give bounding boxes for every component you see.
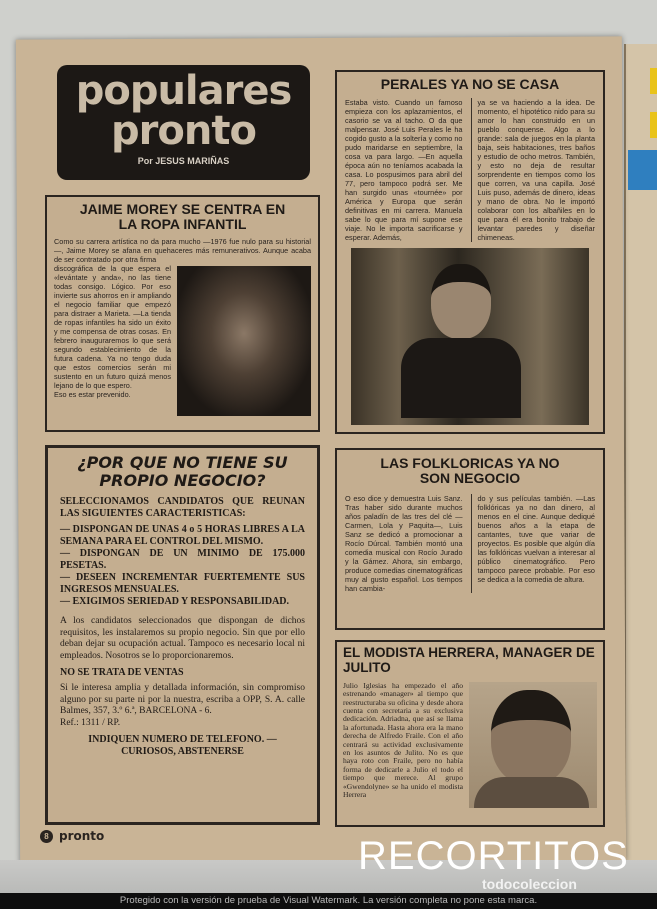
advertisement: [45, 445, 320, 825]
ad-requirement: — DISPONGAN DE UNAS 4 o 5 HORAS LIBRES A LA SEMANA PARA EL CONTROL DEL MISMO.: [60, 524, 305, 548]
article-column-1: O eso dice y demuestra Luis Sanz. Tras haber sido durante muchos años paladín de las tres del clé —Carmen, Lola y Paquita—, Luis Sanz se dedicó a promocionar a Rocío Dúrcal. También montó una comedia musical con Rocío Jurado y la Gámez. Ahora, sin embargo, produce comedias cinematográficas muy al gusto español. Los tiempos han cambia-: [345, 493, 463, 593]
footer-brand: pronto: [59, 829, 105, 843]
ad-requirement: — DISPONGAN DE UN MINIMO DE 175.000 PESETAS.: [60, 548, 305, 572]
article-end: Eso es estar prevenido.: [54, 389, 131, 399]
photo-jacket: [474, 777, 589, 808]
photo-julio-iglesias: [469, 682, 597, 808]
shop-watermark: RECORTITOS: [358, 834, 629, 878]
adjacent-page-mark: [650, 112, 657, 138]
ad-requirement: — EXIGIMOS SERIEDAD Y RESPONSABILIDAD.: [60, 596, 290, 608]
article-title: EL MODISTA HERRERA, MANAGER DE JULITO: [343, 645, 595, 675]
logo-line-1: populares: [75, 68, 292, 114]
ad-no-sales: NO SE TRATA DE VENTAS: [60, 667, 184, 679]
adjacent-page-mark: [628, 150, 657, 190]
article-title: JAIME MOREY SE CENTRA EN LA ROPA INFANTIL: [79, 201, 286, 233]
column-logo: [57, 65, 310, 180]
ad-title: ¿POR QUE NO TIENE SU PROPIO NEGOCIO?: [77, 453, 288, 490]
article-perales: [335, 70, 605, 434]
ad-reference: Ref.: 1311 / RP.: [60, 717, 121, 728]
photo-jaime-morey: [177, 266, 311, 416]
ad-requirement: — DESEEN INCREMENTAR FUERTEMENTE SUS INGRESOS MENSUALES.: [60, 572, 305, 596]
ad-contact: Si le interesa amplia y detallada información, sin compromiso alguno por su parte ni por la nuestra, escriba a OPP, S. A. calle Balmes, 357, 3.º 6.ª, BARCELONA - 6.: [60, 683, 305, 717]
article-column-2: do y sus películas también. —Las folklóricas ya no dan dinero, al menos en el cine. Aunque dediqué buenos años a la etapa de cantantes, tuve que variar de proyectos. Es posible que algún día las folklóricas vuelvan a interesar al público cinematográfico. Pero tampoco parece probable. Por eso se dedica a la comedia de altura.: [471, 494, 596, 593]
photo-sweater: [401, 338, 521, 418]
photo-perales: [351, 248, 589, 425]
article-title: LAS FOLKLORICAS YA NO SON NEGOCIO: [380, 455, 560, 487]
article-body: Julio Iglesias ha empezado el año estrenando «manager» al tiempo que reestructuraba su oficina y desde ahora cuenta con secretaria a su exclusiva dedicación. Adriadna, que así se llama la afortunada. Hasta ahora era la mano derecha de Alfredo Fraile. Con el año centrará su actividad exclusivamente en los asuntos de Julito. No es que haya roto con Fraile, pero no había forma de dedicarle a Julio el todo el tiempo que merece. Al grupo «Gwendolyne» se ha unido el modista Herrera: [343, 680, 463, 799]
page-footer: [40, 829, 104, 843]
photo-face: [491, 690, 571, 785]
trial-watermark-text: Protegido con la versión de prueba de Visual Watermark. La versión completa no pone esta marca.: [0, 893, 657, 909]
article-intro: Como su carrera artística no da para mucho —1976 fue nulo para su historial—, Jaime Morey se afana en quehaceres más remunerativos. Aunque acaba de ser contratado por otra firma: [54, 236, 311, 264]
article-modista-herrera: [335, 640, 605, 827]
article-column-2: ya se va haciendo a la idea. De momento, el hipotético nido para su amor lo han construido en un pueblo conquense. Algo a lo grande: sala de juegos en la planta baja, seis habitaciones, tres baños y estudio de ocho metros. También, y esto no deja de resultar sorprendente en tiempos como los que corren, va una capilla. José Luis puso, además de dinero, ideas y mano de obra. No le importó colaborar con los albañiles en lo que para él era bonito trabajo de levantar paredes y diseñar chimeneas.: [471, 98, 596, 242]
site-watermark: todocoleccion: [482, 876, 577, 892]
article-jaime-morey: [45, 195, 320, 432]
ad-lead: SELECCIONAMOS CANDIDATOS QUE REUNAN LAS SIGUIENTES CARACTERISTICAS:: [60, 496, 305, 520]
byline: Por JESUS MARIÑAS: [137, 156, 230, 166]
ad-closing: INDIQUEN NUMERO DE TELEFONO. — CURIOSOS, ABSTENERSE: [88, 733, 277, 757]
article-folkloricas: [335, 448, 605, 630]
page-number: 8: [40, 830, 53, 843]
adjacent-page-mark: [650, 68, 657, 94]
photo-face: [431, 264, 491, 339]
article-body: discográfica de la que espera el «levántate y anda», no las tiene todas consigo. Lógico. Por eso invierte sus ahorros en ir ampliando el negocio familiar que empezó para distraer a Marieta. —La tienda de ropas infantiles ha sido un éxito y me compensa de otras cosas. En febrero inauguraremos lo que será segundo establecimiento de la futura cadena. Ya no tengo duda que estos comercios serán mi sustento en un futuro quizá menos lejano de lo que espero.: [54, 263, 171, 390]
article-column-1: Estaba visto. Cuando un famoso empieza con los aplazamientos, el casorio se va al tacho. O da que malpensar. José Luis Perales le ha cogido gusto a la soltería y como no pudo maridarse en septiembre, la cosa va para largo. —En aquella época aún no teníamos acabada la casa. Lo pospusimos para abril del 77, pero tampoco podrá ser. Me han surgido unas «tournée» por América y Europa que serán definitivas en mi carrera. Manuela sabe lo que para mí supone ese viaje. No le importa sacrificarse y esperar. Además,: [345, 98, 463, 243]
article-title: PERALES YA NO SE CASA: [380, 76, 560, 92]
ad-paragraph: A los candidatos seleccionados que dispongan de dichos requisitos, les instalaremos su propio negocio. Sin que por ello deban dejar su ocupación actual. Tampoco es necesario local ni empleados. Nosotros se lo proporcionaremos.: [60, 616, 305, 661]
logo-line-2: pronto: [111, 108, 256, 154]
